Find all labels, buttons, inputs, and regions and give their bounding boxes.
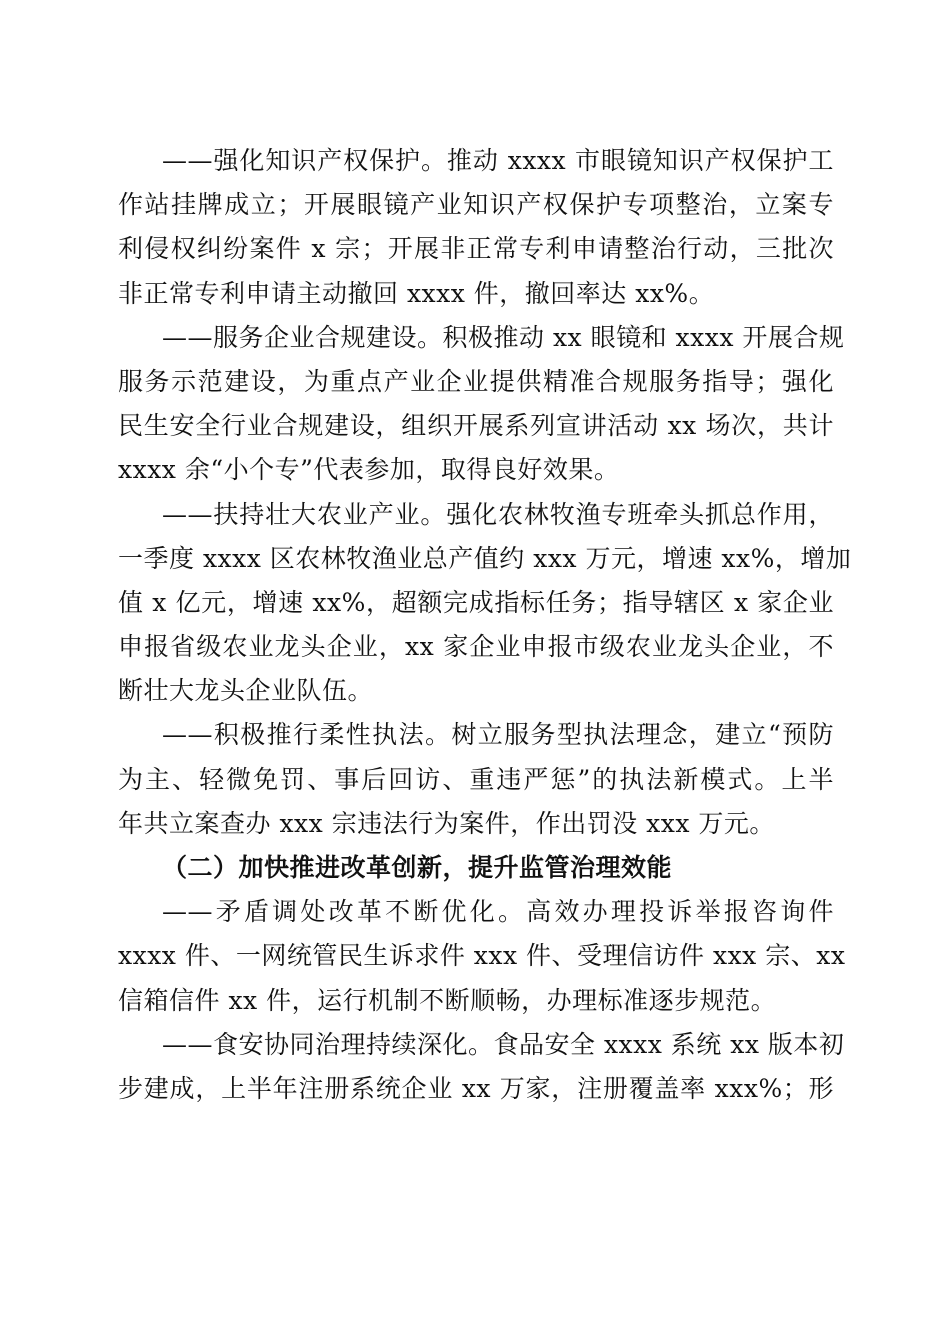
- text-line: 为主、轻微免罚、事后回访、重违严惩”的执法新模式。上半: [118, 764, 834, 794]
- paragraph-food-safety: [118, 1023, 845, 1111]
- text-line: ——扶持壮大农业产业。强化农林牧渔专班牵头抓总作用，: [162, 499, 834, 529]
- text-line: 值 x 亿元，增速 xx%，超额完成指标任务；指导辖区 x 家企业: [118, 587, 834, 617]
- text-line: 服务示范建设，为重点产业企业提供精准合规服务指导；强化: [118, 366, 834, 396]
- text-line: ——矛盾调处改革不断优化。高效办理投诉举报咨询件: [162, 897, 834, 927]
- section-heading: （二）加快推进改革创新，提升监管治理效能: [162, 853, 673, 882]
- paragraph-ip-protection: [118, 139, 834, 316]
- text-line: 民生安全行业合规建设，组织开展系列宣讲活动 xx 场次，共计: [118, 411, 834, 441]
- paragraph-dispute-reform: [118, 890, 846, 1023]
- paragraph-agriculture: [118, 493, 852, 714]
- text-line: ——积极推行柔性执法。树立服务型执法理念，建立“预防: [162, 720, 834, 750]
- text-line: 步建成，上半年注册系统企业 xx 万家，注册覆盖率 xxx%；形: [118, 1073, 834, 1103]
- text-line: xxxx 余“小个专”代表参加，取得良好效果。: [118, 455, 620, 485]
- text-line: 信箱信件 xx 件，运行机制不断顺畅，办理标准逐步规范。: [118, 985, 777, 1015]
- paragraph-compliance: [118, 316, 845, 493]
- text-line: 年共立案查办 xxx 宗违法行为案件，作出罚没 xxx 万元。: [118, 808, 775, 838]
- text-line: 断壮大龙头企业队伍。: [118, 676, 374, 706]
- text-line: ——食安协同治理持续深化。食品安全 xxxx 系统 xx 版本初: [162, 1029, 845, 1059]
- document-body: [118, 139, 852, 1111]
- text-line: 一季度 xxxx 区农林牧渔业总产值约 xxx 万元，增速 xx%，增加: [118, 543, 852, 573]
- paragraph-flexible-enforcement: [118, 713, 834, 846]
- text-line: ——强化知识产权保护。推动 xxxx 市眼镜知识产权保护工: [162, 146, 834, 175]
- text-line: ——服务企业合规建设。积极推动 xx 眼镜和 xxxx 开展合规: [162, 322, 845, 352]
- text-line: xxxx 件、一网统管民生诉求件 xxx 件、受理信访件 xxx 宗、xx: [118, 941, 846, 971]
- text-line: 作站挂牌成立；开展眼镜产业知识产权保护专项整治，立案专: [118, 190, 834, 220]
- text-line: 非正常专利申请主动撤回 xxxx 件，撤回率达 xx%。: [118, 278, 715, 308]
- text-line: 利侵权纠纷案件 x 宗；开展非正常专利申请整治行动，三批次: [118, 234, 834, 264]
- text-line: 申报省级农业龙头企业，xx 家企业申报市级农业龙头企业，不: [118, 632, 834, 662]
